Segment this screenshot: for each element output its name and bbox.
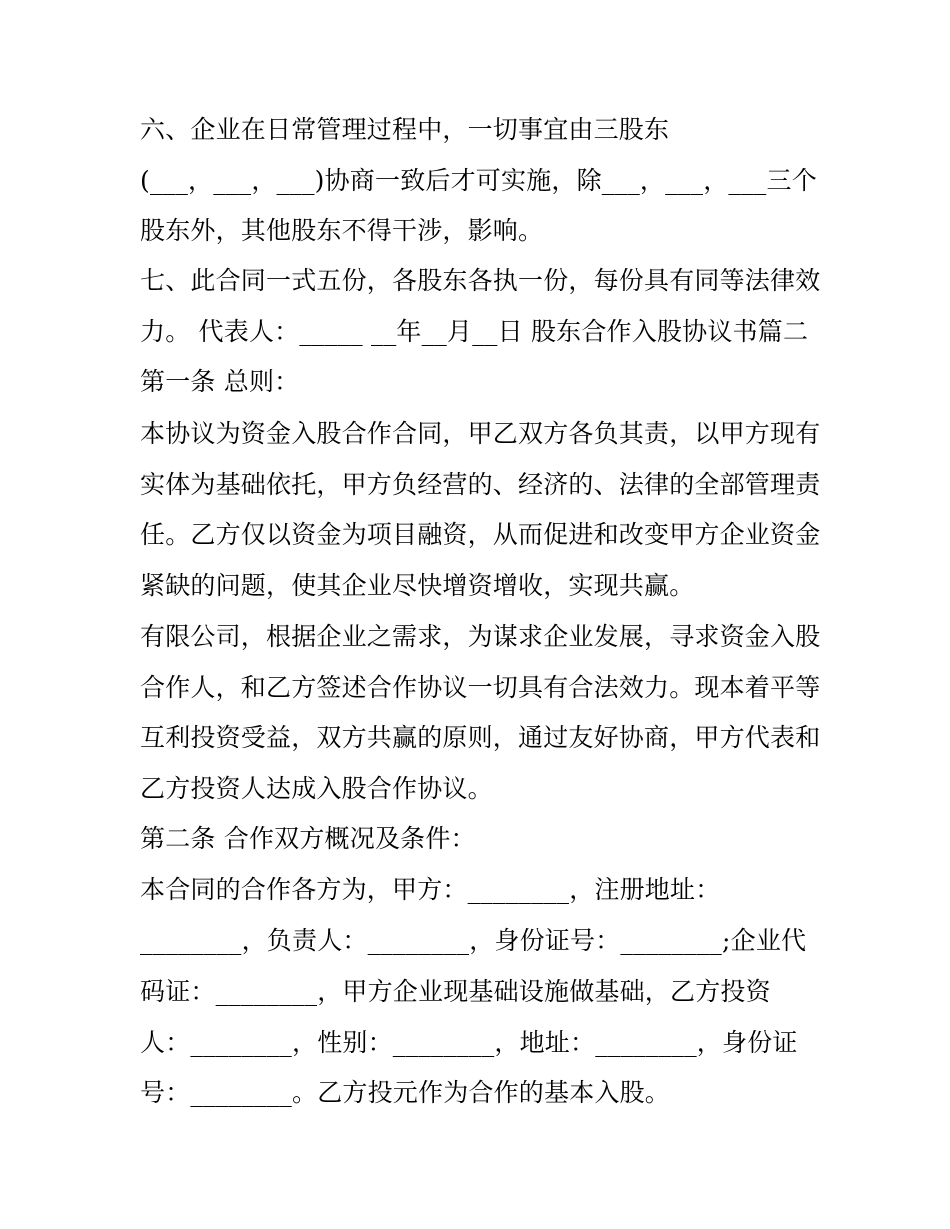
text-line: 合作人，和乙方签述合作协议一切具有合法效力。现本着平等 (140, 673, 821, 702)
text-line: 实体为基础依托，甲方负经营的、经济的、法律的全部管理责 (140, 470, 821, 499)
text-line: 力。 代表人：_____ __年__月__日 股东合作入股协议书篇二 (140, 317, 809, 346)
text-line: 七、此合同一式五份，各股东各执一份，每份具有同等法律效 (140, 266, 821, 295)
text-line: 人：________，性别：________，地址：________，身份证 (140, 1028, 798, 1057)
text-line: ________，负责人：________，身份证号：________;企业代 (140, 926, 807, 955)
text-line: 本协议为资金入股合作合同，甲乙双方各负其责，以甲方现有 (140, 419, 821, 448)
text-line: 乙方投资人达成入股合作协议。 (140, 774, 493, 803)
section-heading: 第二条 合作双方概况及条件： (140, 824, 476, 853)
text-line: 本合同的合作各方为，甲方：________，注册地址： (140, 875, 721, 904)
text-line: 码证：________，甲方企业现基础设施做基础，乙方投资 (140, 977, 771, 1006)
section-heading: 第一条 总则： (140, 367, 300, 396)
text-line: 互利投资受益，双方共赢的原则，通过友好协商，甲方代表和 (140, 723, 821, 752)
text-line: 紧缺的问题，使其企业尽快增资增收，实现共赢。 (140, 571, 695, 600)
text-line: 六、企业在日常管理过程中，一切事宜由三股东 (140, 115, 670, 144)
text-line: 股东外，其他股东不得干涉，影响。 (140, 216, 544, 245)
text-line: 任。乙方仅以资金为项目融资，从而促进和改变甲方企业资金 (140, 520, 821, 549)
text-line: 号：________。乙方投元作为合作的基本入股。 (140, 1078, 671, 1107)
text-line: 有限公司，根据企业之需求，为谋求企业发展，寻求资金入股 (140, 622, 821, 651)
text-line: (___，___，___)协商一致后才可实施，除___，___，___三个 (140, 166, 817, 195)
